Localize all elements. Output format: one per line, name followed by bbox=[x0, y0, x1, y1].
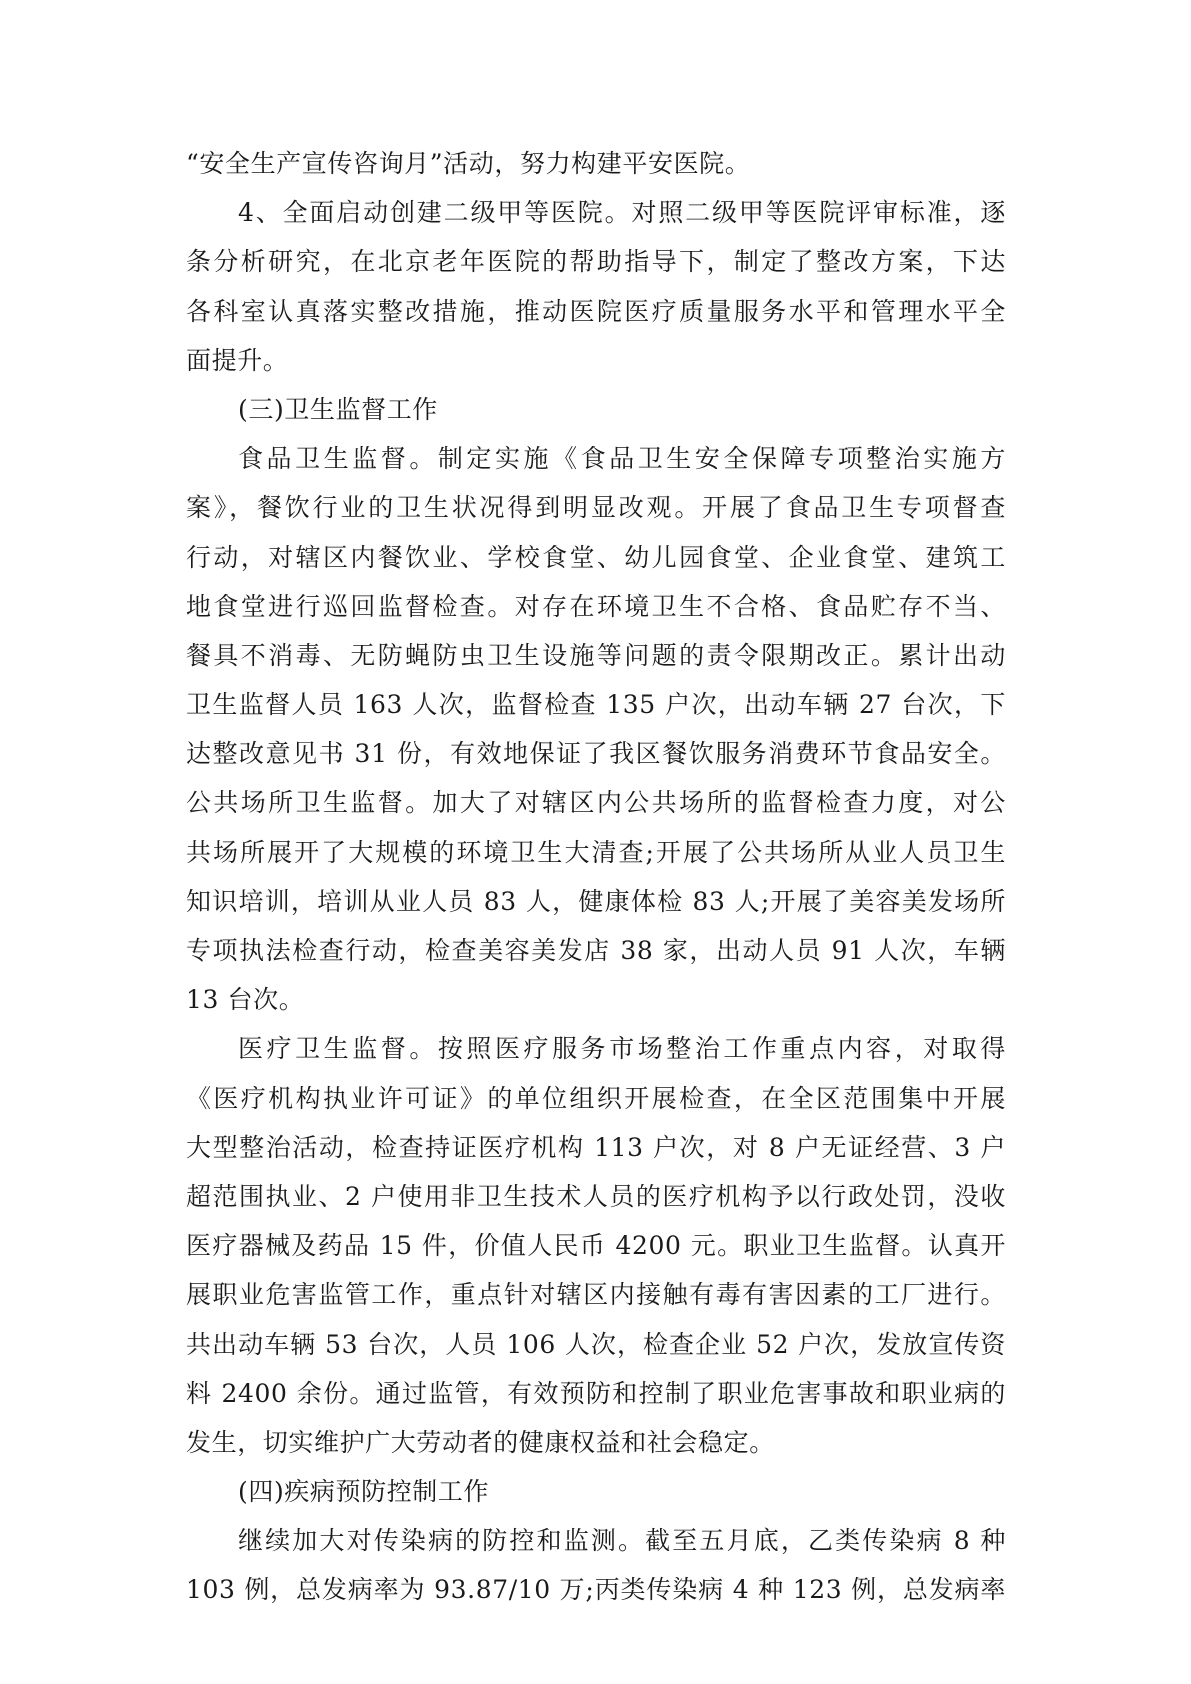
text-line: 医疗器械及药品 15 件，价值人民币 4200 元。职业卫生监督。认真开 bbox=[186, 1231, 1006, 1261]
text-line: 医疗卫生监督。按照医疗服务市场整治工作重点内容，对取得 bbox=[238, 1034, 1006, 1064]
text-line: 食品卫生监督。制定实施《食品卫生安全保障专项整治实施方 bbox=[238, 444, 1006, 474]
text-line: 条分析研究，在北京老年医院的帮助指导下，制定了整改方案，下达 bbox=[186, 247, 1006, 277]
text-line: 案》，餐饮行业的卫生状况得到明显改观。开展了食品卫生专项督查 bbox=[186, 493, 1006, 523]
text-line: 地食堂进行巡回监督检查。对存在环境卫生不合格、食品贮存不当、 bbox=[186, 591, 1006, 621]
text-line: 共场所展开了大规模的环境卫生大清查;开展了公共场所从业人员卫生 bbox=[186, 837, 1006, 867]
text-line: 卫生监督人员 163 人次，监督检查 135 户次，出动车辆 27 台次，下 bbox=[186, 690, 1006, 720]
text-line: (三)卫生监督工作 bbox=[238, 394, 438, 424]
text-line: 超范围执业、2 户使用非卫生技术人员的医疗机构予以行政处罚，没收 bbox=[186, 1181, 1006, 1211]
text-line: (四)疾病预防控制工作 bbox=[238, 1477, 490, 1507]
text-line: 共出动车辆 53 台次，人员 106 人次，检查企业 52 户次，发放宣传资 bbox=[186, 1329, 1006, 1359]
text-line: “安全生产宣传咨询月”活动，努力构建平安医院。 bbox=[186, 149, 751, 178]
text-line: 料 2400 余份。通过监管，有效预防和控制了职业危害事故和职业病的 bbox=[186, 1378, 1006, 1408]
text-line: 103 例，总发病率为 93.87/10 万;丙类传染病 4 种 123 例，总发病率 bbox=[186, 1575, 1006, 1605]
text-line: 13 台次。 bbox=[186, 985, 305, 1015]
text-line: 行动，对辖区内餐饮业、学校食堂、幼儿园食堂、企业食堂、建筑工 bbox=[186, 542, 1006, 572]
text-line: 各科室认真落实整改措施，推动医院医疗质量服务水平和管理水平全 bbox=[186, 296, 1006, 326]
text-line: 达整改意见书 31 份，有效地保证了我区餐饮服务消费环节食品安全。 bbox=[186, 739, 1006, 769]
text-line: 4、全面启动创建二级甲等医院。对照二级甲等医院评审标准，逐 bbox=[238, 198, 1006, 228]
text-line: 大型整治活动，检查持证医疗机构 113 户次，对 8 户无证经营、3 户 bbox=[186, 1132, 1006, 1162]
text-line: 餐具不消毒、无防蝇防虫卫生设施等问题的责令限期改正。累计出动 bbox=[186, 640, 1006, 670]
text-line: 发生，切实维护广大劳动者的健康权益和社会稳定。 bbox=[186, 1427, 775, 1457]
body-text bbox=[186, 139, 1006, 1615]
text-line: 知识培训，培训从业人员 83 人，健康体检 83 人;开展了美容美发场所 bbox=[186, 886, 1006, 916]
text-line: 《医疗机构执业许可证》的单位组织开展检查，在全区范围集中开展 bbox=[186, 1083, 1006, 1113]
text-line: 展职业危害监管工作，重点针对辖区内接触有毒有害因素的工厂进行。 bbox=[186, 1280, 1006, 1310]
text-line: 面提升。 bbox=[186, 345, 289, 375]
text-line: 继续加大对传染病的防控和监测。截至五月底，乙类传染病 8 种 bbox=[238, 1526, 1006, 1556]
text-line: 专项执法检查行动，检查美容美发店 38 家，出动人员 91 人次，车辆 bbox=[186, 936, 1006, 965]
text-line: 公共场所卫生监督。加大了对辖区内公共场所的监督检查力度，对公 bbox=[186, 788, 1006, 818]
